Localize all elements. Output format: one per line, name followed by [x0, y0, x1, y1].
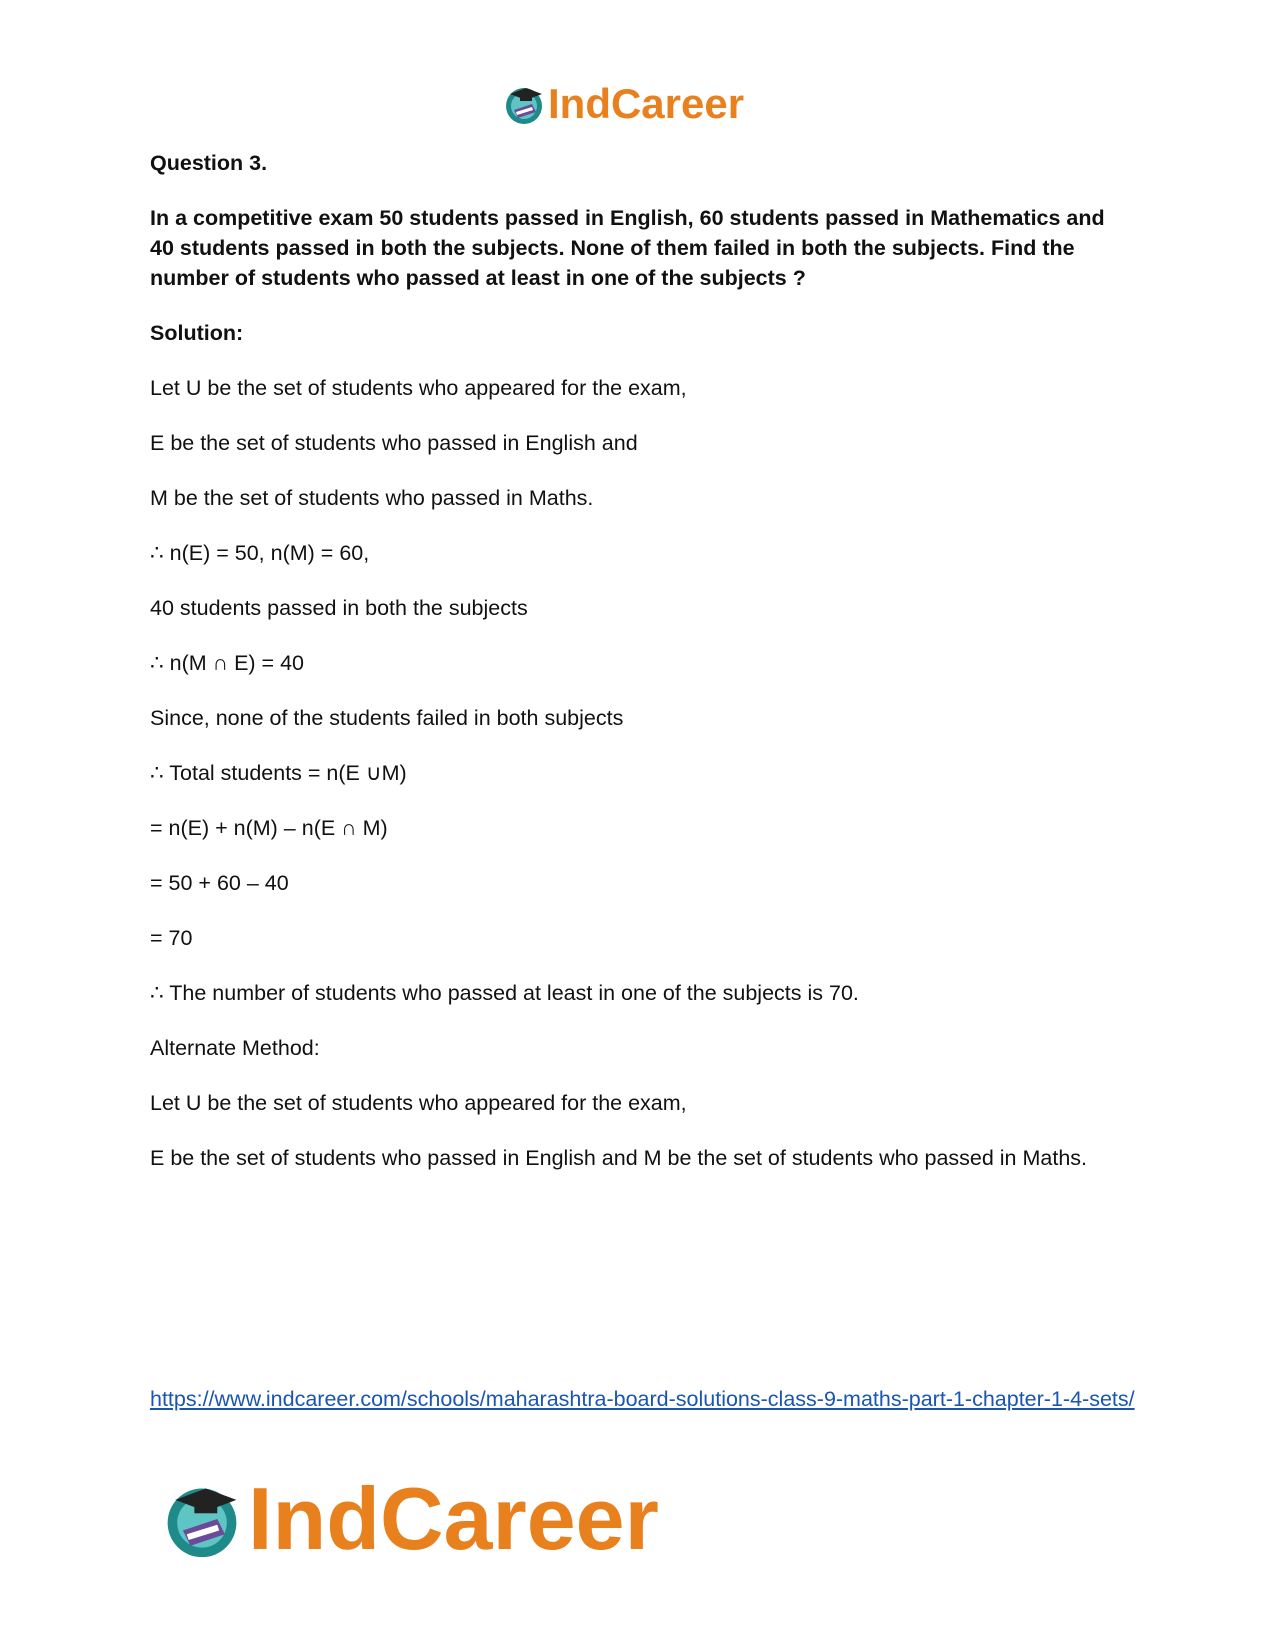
question-heading: Question 3. — [150, 151, 268, 175]
solution-line: = n(E) + n(M) – n(E ∩ M) — [150, 816, 388, 840]
document-body — [150, 148, 1130, 1198]
footer-logo — [160, 1468, 659, 1570]
question-text: In a competitive exam 50 students passed in English, 60 students passed in Mathematics and 40 students passed in both the subjects. None of them failed in both the subjects. Find the number of students who passed at least in one of the subjects ? — [150, 206, 1105, 290]
solution-heading: Solution: — [150, 321, 244, 345]
graduation-cap-icon — [502, 82, 546, 126]
solution-line: Since, none of the students failed in both subjects — [150, 706, 624, 730]
solution-line: ∴ n(E) = 50, n(M) = 60, — [150, 541, 370, 565]
solution-line: Alternate Method: — [150, 1036, 320, 1060]
brand-name: IndCareer — [248, 1469, 659, 1568]
header-logo — [502, 80, 744, 128]
solution-line: Let U be the set of students who appeared for the exam, — [150, 1091, 687, 1115]
solution-line: E be the set of students who passed in English and M be the set of students who passed in Maths. — [150, 1146, 1088, 1170]
solution-line: Let U be the set of students who appeared for the exam, — [150, 376, 687, 400]
solution-line: ∴ The number of students who passed at least in one of the subjects is 70. — [150, 981, 859, 1005]
solution-line: 40 students passed in both the subjects — [150, 596, 528, 620]
brand-name: IndCareer — [548, 80, 745, 127]
solution-line: = 70 — [150, 926, 193, 950]
solution-line: E be the set of students who passed in English and — [150, 431, 638, 455]
solution-line: M be the set of students who passed in Maths. — [150, 486, 594, 510]
solution-line: ∴ Total students = n(E ∪M) — [150, 761, 407, 785]
solution-line: ∴ n(M ∩ E) = 40 — [150, 651, 304, 675]
solution-line: = 50 + 60 – 40 — [150, 871, 289, 895]
footer-link[interactable]: https://www.indcareer.com/schools/maharashtra-board-solutions-class-9-maths-part-1-chapter-1-4-sets/ — [150, 1387, 1135, 1411]
graduation-cap-icon — [160, 1477, 244, 1561]
